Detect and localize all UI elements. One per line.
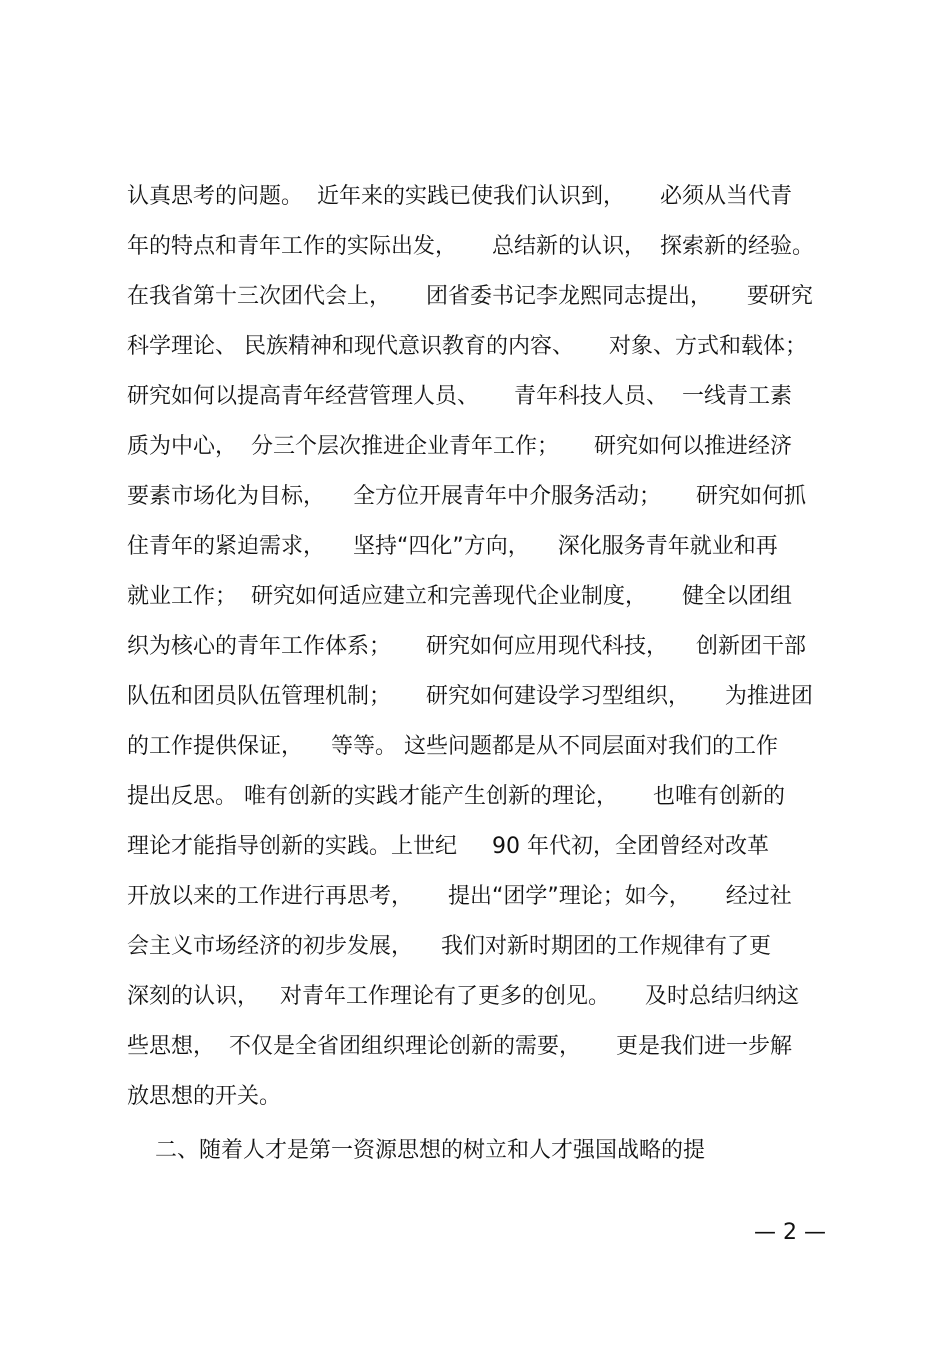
text-line: 在我省第十三次团代会上， 团省委书记李龙熙同志提出， 要研究 bbox=[127, 284, 813, 309]
text-line: 科学理论、 民族精神和现代意识教育的内容、 对象、方式和载体； bbox=[127, 334, 807, 359]
text-line: 年的特点和青年工作的实际出发， 总结新的认识， 探索新的经验。 bbox=[127, 234, 814, 259]
text-line: 会主义市场经济的初步发展， 我们对新时期团的工作规律有了更 bbox=[127, 934, 771, 959]
body-text bbox=[127, 172, 827, 1176]
section-heading-line: 二、随着人才是第一资源思想的树立和人才强国战略的提 bbox=[127, 1138, 705, 1163]
text-line: 放思想的开关。 bbox=[127, 1084, 282, 1109]
text-line: 研究如何以提高青年经营管理人员、 青年科技人员、 一线青工素 bbox=[127, 384, 792, 409]
text-line: 的工作提供保证， 等等。 这些问题都是从不同层面对我们的工作 bbox=[127, 734, 778, 759]
text-line: 质为中心， 分三个层次推进企业青年工作； 研究如何以推进经济 bbox=[127, 434, 792, 459]
text-line: 些思想， 不仅是全省团组织理论创新的需要， 更是我们进一步解 bbox=[127, 1034, 792, 1059]
text-line: 理论才能指导创新的实践。上世纪 90 年代初，全团曾经对改革 bbox=[127, 834, 769, 859]
text-line: 开放以来的工作进行再思考， 提出“团学”理论；如今， 经过社 bbox=[127, 884, 792, 909]
text-line: 队伍和团员队伍管理机制； 研究如何建设学习型组织， 为推进团 bbox=[127, 684, 813, 709]
text-line: 要素市场化为目标， 全方位开展青年中介服务活动； 研究如何抓 bbox=[127, 484, 806, 509]
text-line: 织为核心的青年工作体系； 研究如何应用现代科技， 创新团干部 bbox=[127, 634, 806, 659]
text-line: 住青年的紧迫需求， 坚持“四化”方向， 深化服务青年就业和再 bbox=[127, 534, 778, 559]
text-line: 提出反思。 唯有创新的实践才能产生创新的理论， 也唯有创新的 bbox=[127, 784, 785, 809]
text-line: 就业工作； 研究如何适应建立和完善现代企业制度， 健全以团组 bbox=[127, 584, 792, 609]
text-line: 深刻的认识， 对青年工作理论有了更多的创见。 及时总结归纳这 bbox=[127, 984, 799, 1009]
page-number: — 2 — bbox=[754, 1220, 826, 1245]
text-line: 认真思考的问题。 近年来的实践已使我们认识到， 必须从当代青 bbox=[127, 184, 792, 209]
